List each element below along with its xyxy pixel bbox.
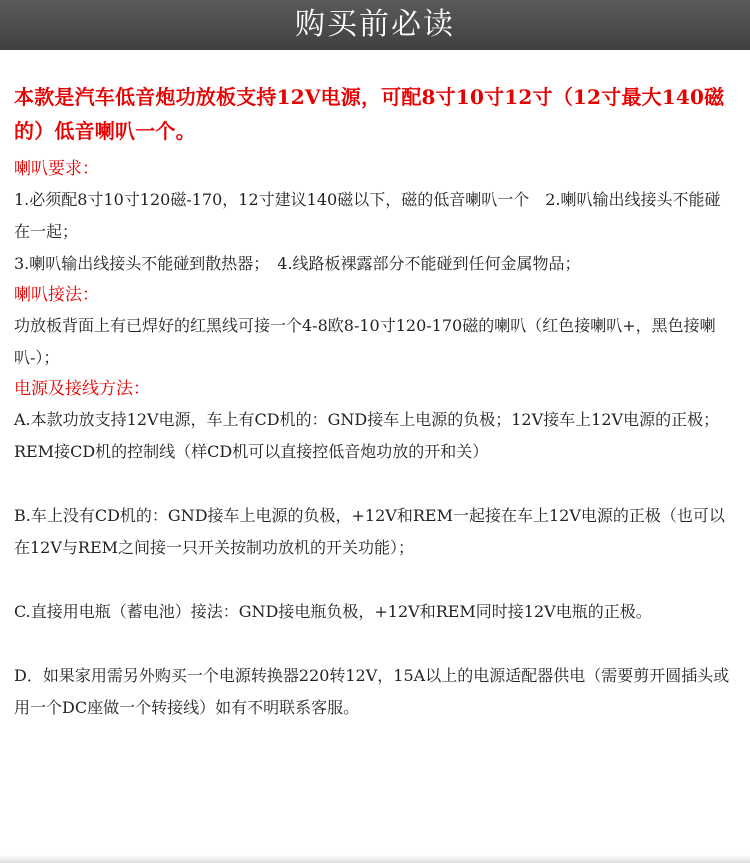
speaker-requirements-heading: 喇叭要求： [14, 159, 99, 179]
power-wiring-d: D．如果家用需另外购买一个电源转换器220转12V，15A以上的电源适配器供电（需要剪开圆插头或用一个DC座做一个转接线）如有不明联系客服。 [14, 666, 730, 717]
power-wiring-b: B.车上没有CD机的：GND接车上电源的负极，+12V和REM一起接在车上12V电源的正极（也可以在12V与REM之间接一只开关按制功放机的开关功能）； [14, 506, 725, 557]
speaker-requirements-line-1: 1.必须配8寸10寸120磁-170，12寸建议140磁以下，磁的低音喇叭一个 2.喇叭输出线接头不能碰在一起； [14, 190, 721, 241]
intro-text: 本款是汽车低音炮功放板支持12V电源，可配8寸10寸12寸（12寸最大140磁的）低音喇叭一个。 [14, 85, 725, 143]
power-wiring-a: A.本款功放支持12V电源，车上有CD机的：GND接车上电源的负极；12V接车上12V电源的正极；REM接CD机的控制线（样CD机可以直接控低音炮功放的开和关） [14, 410, 720, 461]
power-wiring-c: C.直接用电瓶（蓄电池）接法：GND接电瓶负极，+12V和REM同时接12V电瓶的正极。 [14, 602, 652, 621]
notice-content [14, 80, 734, 724]
speaker-wiring-heading: 喇叭接法： [14, 285, 99, 305]
spacer [14, 468, 734, 500]
page-title: 购买前必读 [295, 7, 455, 42]
spacer [14, 628, 734, 660]
power-wiring-heading: 电源及接线方法： [14, 379, 150, 399]
speaker-requirements-line-2: 3.喇叭输出线接头不能碰到散热器； 4.线路板裸露部分不能碰到任何金属物品； [14, 254, 581, 273]
speaker-wiring-text: 功放板背面上有已焊好的红黑线可接一个4-8欧8-10寸120-170磁的喇叭（红色接喇叭+，黑色接喇叭-）； [14, 316, 716, 367]
bottom-fade [0, 855, 750, 863]
spacer [14, 564, 734, 596]
